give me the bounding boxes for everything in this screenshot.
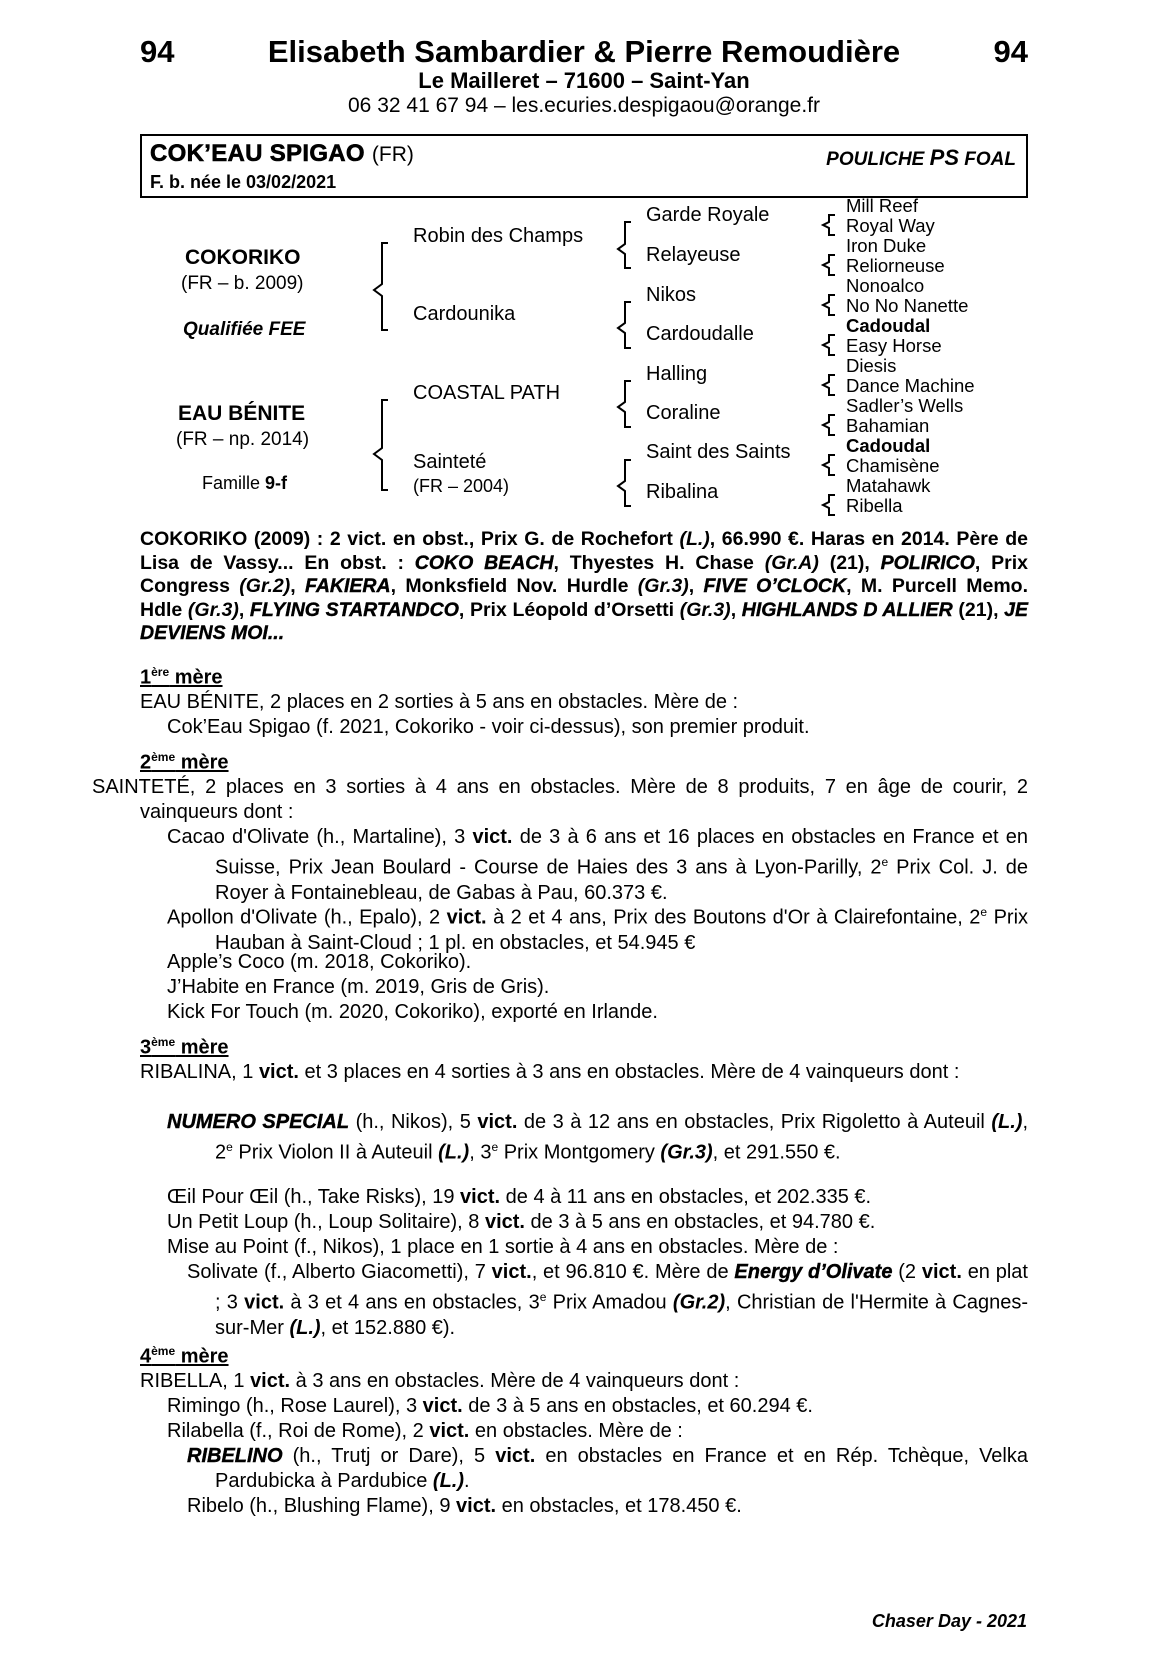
produce-text: Prix Montgomery: [498, 1141, 661, 1164]
ped-gen4-6: No No Nanette: [846, 295, 969, 316]
second-dam-produce-1: [167, 825, 1028, 906]
produce-text: Prix Violon II à Auteuil: [232, 1141, 439, 1164]
section-fourth-dam: [140, 1344, 229, 1369]
sire-summary-text: (21),: [818, 551, 881, 574]
sire-summary-text: , M. Purcell Memo. Hdle: [140, 575, 1029, 621]
race-grade: (Gr.2): [672, 1291, 726, 1314]
wins-label: vict.: [429, 1420, 470, 1442]
winner-name: RIBELINO: [187, 1445, 283, 1467]
second-dam-produce-5: Kick For Touch (m. 2020, Cokoriko), exporté en Irlande.: [167, 1001, 658, 1023]
second-dam-produce-4: J’Habite en France (m. 2019, Gris de Gris).: [167, 976, 550, 998]
produce-text: , et 291.550 €.: [712, 1141, 841, 1164]
ped-gen2-dam-dam: Sainteté: [413, 451, 487, 473]
sire-note: Qualifiée FEE: [183, 319, 306, 340]
produce-text: Apollon d'Olivate (h., Epalo), 2: [167, 906, 447, 929]
section-num: 2: [140, 751, 152, 774]
first-dam-produce: Cok’Eau Spigao (f. 2021, Cokoriko - voir ci-dessus), son premier produit.: [167, 716, 810, 738]
sire-summary-text: , Thyestes H. Chase: [553, 551, 765, 574]
winner-name: HIGHLANDS D ALLIER: [741, 598, 953, 621]
ordinal-sup: e: [226, 1140, 233, 1154]
owner-address: Le Mailleret – 71600 – Saint-Yan: [418, 68, 750, 93]
wins-label: vict.: [491, 1261, 532, 1283]
third-dam-grandproduce-1: [187, 1260, 1028, 1341]
wins-label: vict.: [460, 1186, 501, 1208]
race-grade: (Gr.3): [187, 598, 239, 621]
ped-gen4-16: Ribella: [846, 495, 903, 516]
fourth-dam-grandproduce-1: [187, 1444, 1028, 1494]
produce-text: de 3 à 12 ans en obstacles, Prix Rigoletto à Auteuil: [517, 1111, 992, 1133]
winner-name: FIVE O’CLOCK: [703, 575, 847, 597]
second-dam-text: SAINTETÉ, 2 places en 3 sorties à 4 ans en obstacles. Mère de 8 produits, 7 en âge de courir, 2 vainqueurs dont :: [92, 776, 1028, 823]
sire-name: COKORIKO: [185, 246, 301, 269]
fourth-dam-produce-2: [167, 1419, 1028, 1444]
winner-name: COKO BEACH: [414, 551, 554, 574]
ped-gen4-10: Dance Machine: [846, 375, 975, 396]
sire-summary-text: , Prix Congress: [140, 551, 1028, 597]
race-grade: (L.): [438, 1141, 470, 1164]
lot-number-left: 94: [140, 34, 175, 69]
produce-text: Ribelo (h., Blushing Flame), 9: [187, 1495, 457, 1517]
wins-label: vict.: [446, 906, 487, 929]
third-dam-produce-3: [167, 1210, 1028, 1235]
ped-gen4-9: Diesis: [846, 355, 897, 376]
dam-text: RIBALINA, 1: [140, 1061, 259, 1083]
ped-gen3-2: Relayeuse: [646, 244, 741, 266]
dam-text: à 3 ans en obstacles. Mère de 4 vainqueurs dont :: [290, 1370, 740, 1392]
ped-gen4-3: Iron Duke: [846, 235, 927, 256]
produce-text: Rimingo (h., Rose Laurel), 3: [167, 1395, 423, 1417]
section-word: mère: [175, 751, 229, 774]
race-grade: (Gr.3): [679, 598, 731, 621]
wins-label: vict.: [484, 1211, 525, 1233]
sex-label-ps: PS: [929, 145, 959, 170]
sire-detail: (FR – b. 2009): [181, 273, 304, 294]
produce-text: en plat ; 3: [215, 1261, 1028, 1314]
ped-gen4-13: Cadoudal: [846, 435, 931, 456]
sex-label-foal: FOAL: [964, 149, 1016, 170]
race-grade: (Gr.2): [239, 575, 291, 597]
produce-text: Œil Pour Œil (h., Take Risks), 19: [167, 1186, 461, 1208]
winner-name: FLYING STARTANDCO: [249, 598, 459, 621]
dam-name: EAU BÉNITE: [178, 402, 306, 425]
pedigree-brackets: [0, 0, 1167, 540]
page-footer: Chaser Day - 2021: [871, 1611, 1027, 1631]
produce-text: , et 96.810 €. Mère de: [531, 1261, 735, 1283]
third-dam-line: [140, 1060, 1028, 1085]
sire-summary-text: ,: [238, 598, 250, 621]
ped-gen4-2: Royal Way: [846, 215, 935, 236]
fourth-dam-produce-1: [167, 1394, 1028, 1419]
produce-text: .: [464, 1470, 470, 1492]
second-dam-line: [92, 775, 1028, 825]
ped-gen4-5: Nonoalco: [846, 275, 925, 296]
ped-gen3-8: Ribalina: [646, 481, 719, 503]
section-word: mère: [175, 1345, 229, 1368]
ped-gen4-11: Sadler’s Wells: [846, 395, 964, 416]
dam-family-label: Famille: [202, 473, 266, 493]
produce-text: , Christian de l'Hermite à Cagnes-sur-Mer: [215, 1291, 1028, 1339]
winner-name: POLIRICO: [880, 551, 975, 574]
wins-label: vict.: [422, 1395, 463, 1417]
ped-gen3-4: Cardoudalle: [646, 323, 754, 345]
wins-label: vict.: [258, 1061, 299, 1083]
winner-name: JE DEVIENS MOI...: [140, 598, 1028, 644]
wins-label: vict.: [495, 1445, 536, 1467]
produce-text: en obstacles. Mère de :: [469, 1420, 683, 1442]
winner-name: NUMERO SPECIAL: [167, 1111, 350, 1133]
fourth-dam-grandproduce-2: [187, 1494, 1028, 1519]
dam-text: et 3 places en 4 sorties à 3 ans en obstacles. Mère de 4 vainqueurs dont :: [298, 1061, 960, 1083]
ped-gen3-5: Halling: [646, 363, 708, 385]
produce-text: , et 152.880 €).: [320, 1316, 456, 1339]
birth-info: F. b. née le 03/02/2021: [150, 172, 337, 192]
section-num: 4: [140, 1345, 152, 1368]
owners-name: Elisabeth Sambardier & Pierre Remoudière: [267, 34, 901, 69]
produce-text: Prix Amadou: [546, 1291, 673, 1314]
ped-gen4-4: Reliorneuse: [846, 255, 945, 276]
produce-text: Solivate (f., Alberto Giacometti), 7: [187, 1261, 492, 1283]
sex-label-main: POULICHE: [826, 149, 925, 170]
produce-text: Prix Col. J. de Royer à Fontainebleau, de Gabas à Pau, 60.373 €.: [215, 856, 1028, 904]
ped-gen4-12: Bahamian: [846, 415, 930, 436]
ordinal-sup: e: [539, 1290, 547, 1304]
wins-label: vict.: [472, 826, 513, 848]
second-dam-produce-2: [167, 900, 1029, 956]
ped-gen3-6: Coraline: [646, 402, 721, 424]
sire-summary-text: , 66.990 €. Haras en 2014. Père de Lisa de Vassy... En obst. :: [140, 528, 1028, 574]
ped-gen2-dam-dam-detail: (FR – 2004): [413, 476, 510, 496]
section-second-dam: [140, 750, 229, 775]
first-dam-line: EAU BÉNITE, 2 places en 2 sorties à 5 ans en obstacles. Mère de :: [140, 691, 739, 713]
wins-label: vict.: [244, 1291, 285, 1314]
section-sup: ème: [151, 750, 176, 764]
produce-text: Cacao d'Olivate (h., Martaline), 3: [167, 826, 473, 848]
produce-text: en obstacles en France et en Rép. Tchèque, Velka Pardubicka à Pardubice: [215, 1445, 1028, 1492]
winner-name: FAKIERA: [305, 575, 391, 597]
dam-text: RIBELLA, 1: [140, 1370, 251, 1392]
lot-number-right: 94: [993, 34, 1028, 69]
race-grade: (Gr.3): [660, 1141, 713, 1164]
produce-text: de 3 à 6 ans et 16 places en obstacles en France et en Suisse, Prix Jean Boulard - Course de Haies des 3 ans à Lyon-Parilly, 2: [215, 826, 1028, 879]
sire-summary-text: (21),: [952, 598, 1005, 621]
ped-gen2-sire-dam: Cardounika: [413, 303, 516, 325]
third-dam-produce-1: [167, 1110, 1028, 1166]
ped-gen3-1: Garde Royale: [646, 204, 770, 226]
produce-text: , 3: [469, 1141, 492, 1164]
horse-country: (FR): [371, 143, 414, 166]
sire-summary-text: ,: [688, 575, 704, 597]
wins-label: vict.: [250, 1370, 291, 1392]
race-grade: (L.): [289, 1316, 321, 1339]
produce-text: , 2: [215, 1111, 1028, 1164]
sire-summary-text: COKORIKO (2009) : 2 vict. en obst., Prix G. de Rochefort: [140, 528, 680, 550]
dam-family-number: 9-f: [265, 473, 288, 493]
ordinal-sup: e: [491, 1140, 499, 1154]
dam-detail: (FR – np. 2014): [176, 429, 310, 450]
section-num: 3: [140, 1036, 152, 1059]
horse-name-text: COK’EAU SPIGAO: [150, 140, 365, 167]
produce-text: Prix Hauban à Saint-Cloud ; 1 pl. en obstacles, et 54.945 €: [215, 906, 1029, 954]
ped-gen3-3: Nikos: [646, 284, 697, 306]
produce-text: de 3 à 5 ans en obstacles, et 94.780 €.: [525, 1211, 876, 1233]
winner-name: Energy d’Olivate: [734, 1261, 893, 1283]
section-first-dam: [140, 665, 223, 690]
wins-label: vict.: [456, 1495, 497, 1517]
produce-text: de 4 à 11 ans en obstacles, et 202.335 €.: [500, 1186, 872, 1208]
sire-summary-text: , Monksfield Nov. Hurdle: [390, 575, 638, 597]
race-grade: (Gr.3): [637, 575, 689, 597]
sire-summary: [140, 528, 1028, 646]
section-num: 1: [140, 666, 152, 689]
race-grade: (Gr.A): [764, 551, 819, 574]
ped-gen4-14: Chamisène: [846, 455, 940, 476]
section-sup: ème: [151, 1035, 176, 1049]
produce-text: (2: [892, 1261, 922, 1283]
owner-contact: 06 32 41 67 94 – les.ecuries.despigaou@orange.fr: [348, 94, 820, 117]
produce-text: à 2 et 4 ans, Prix des Boutons d'Or à Clairefontaine, 2: [486, 906, 981, 929]
produce-text: (h., Nikos), 5: [349, 1111, 478, 1133]
produce-text: (h., Trutj or Dare), 5: [282, 1445, 496, 1467]
section-word: mère: [169, 666, 223, 689]
produce-text: en obstacles, et 178.450 €.: [496, 1495, 742, 1517]
sire-summary-text: ,: [730, 598, 742, 621]
race-grade: (L.): [432, 1470, 465, 1492]
third-dam-produce-4: Mise au Point (f., Nikos), 1 place en 1 sortie à 4 ans en obstacles. Mère de :: [167, 1236, 839, 1258]
ordinal-sup: e: [980, 905, 988, 919]
produce-text: Rilabella (f., Roi de Rome), 2: [167, 1420, 430, 1442]
produce-text: Un Petit Loup (h., Loup Solitaire), 8: [167, 1211, 485, 1233]
section-word: mère: [175, 1036, 229, 1059]
ped-gen4-15: Matahawk: [846, 475, 931, 496]
section-sup: ème: [151, 1344, 176, 1358]
ped-gen4-8: Easy Horse: [846, 335, 942, 356]
wins-label: vict.: [477, 1111, 518, 1133]
fourth-dam-line: [140, 1369, 1028, 1394]
race-grade: (L.): [679, 528, 710, 550]
ped-gen2-sire-sire: Robin des Champs: [413, 225, 584, 247]
section-third-dam: [140, 1035, 229, 1060]
sire-summary-text: ,: [290, 575, 305, 597]
ped-gen4-7: Cadoudal: [846, 315, 931, 336]
race-grade: (L.): [991, 1111, 1023, 1133]
section-sup: ère: [151, 665, 170, 679]
produce-text: à 3 et 4 ans en obstacles, 3: [284, 1291, 540, 1314]
ped-gen3-7: Saint des Saints: [646, 441, 791, 463]
second-dam-produce-3: Apple’s Coco (m. 2018, Cokoriko).: [167, 951, 472, 973]
third-dam-produce-2: [167, 1185, 1028, 1210]
ped-gen2-dam-sire: COASTAL PATH: [413, 382, 561, 404]
ordinal-sup: e: [881, 855, 889, 869]
ped-gen4-1: Mill Reef: [846, 195, 918, 216]
produce-text: de 3 à 5 ans en obstacles, et 60.294 €.: [462, 1395, 813, 1417]
wins-label: vict.: [921, 1261, 962, 1283]
sire-summary-text: , Prix Léopold d’Orsetti: [458, 598, 680, 621]
